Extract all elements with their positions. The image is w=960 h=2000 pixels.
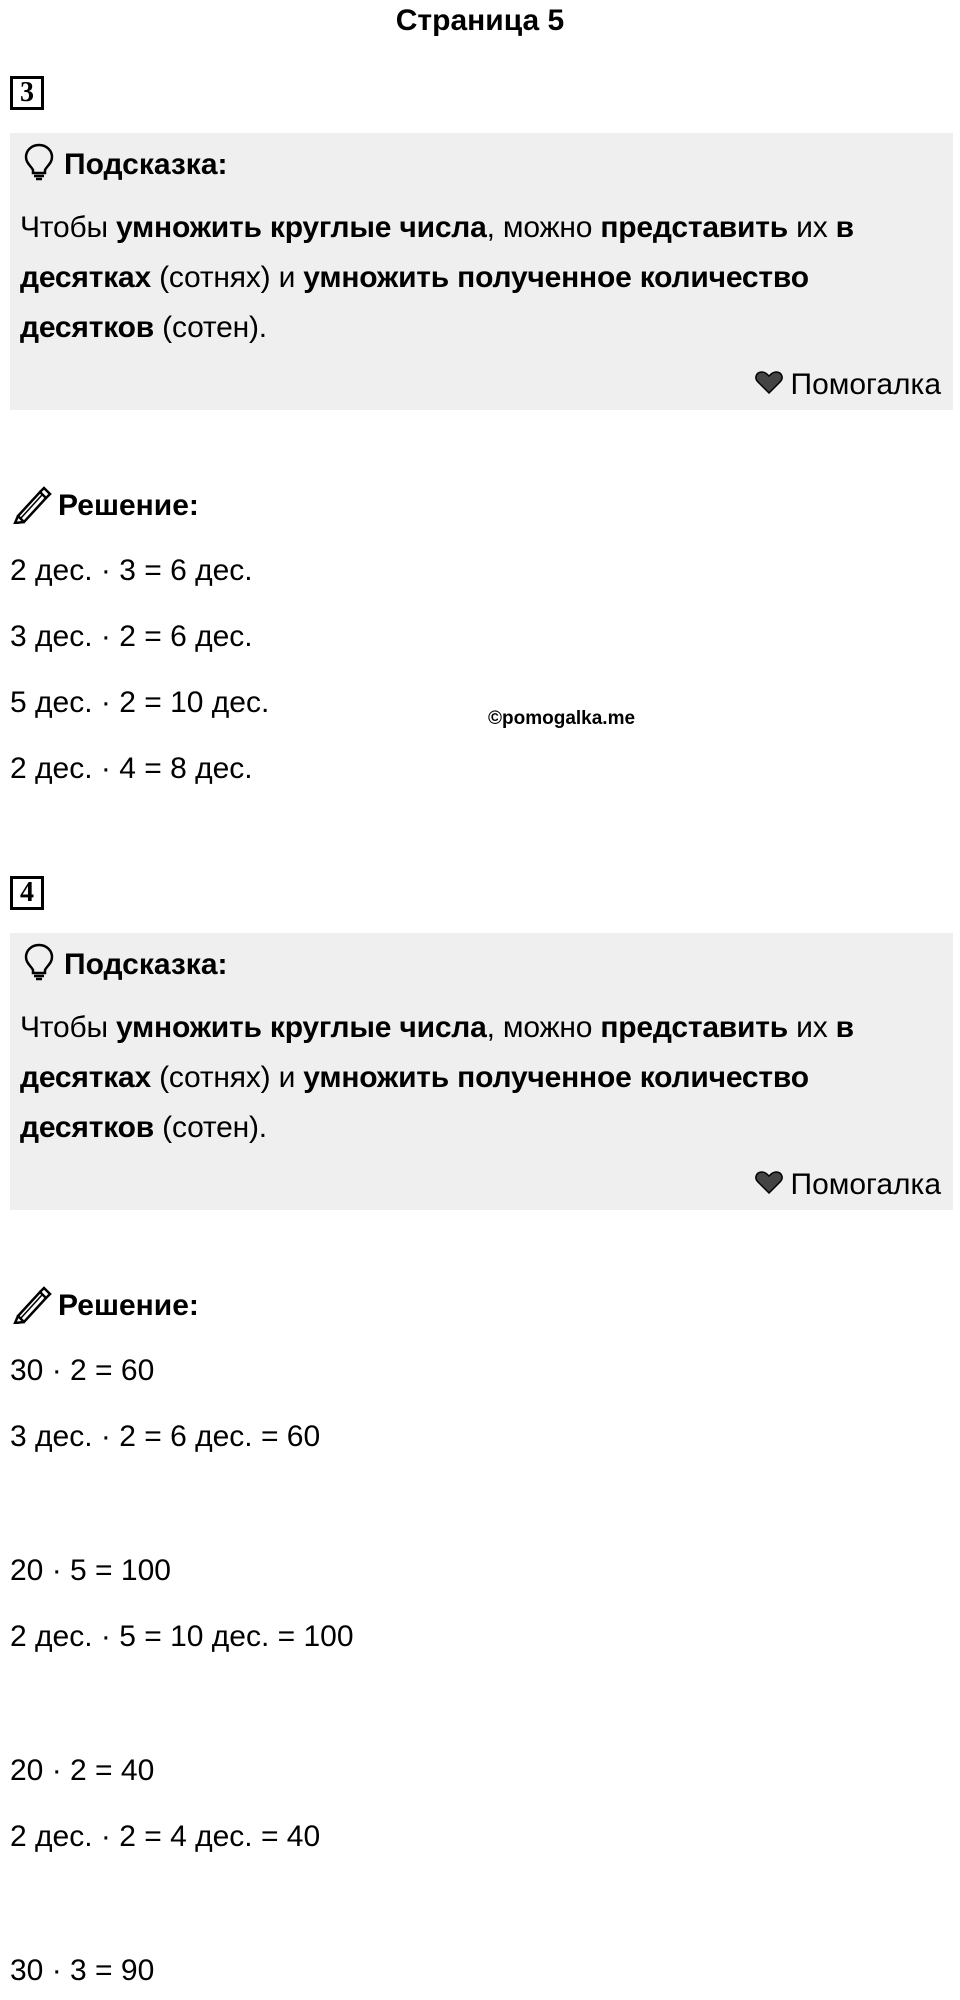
task-number: 4 [10,876,44,910]
hint-box [10,133,953,410]
solution-line: 20 · 5 = 100 [10,1554,171,1587]
hint-text: Чтобы умножить круглые числа, можно представить их в десятках (сотнях) и умножить полученное количество десятков (сотен). [20,1011,854,1144]
heart-icon [755,368,791,402]
task-number: 3 [10,76,44,110]
solution-line: 5 дес. · 2 = 10 дес. [10,686,270,719]
solution-line: 2 дес. · 3 = 6 дес. [10,554,253,587]
solution-line: 30 · 2 = 60 [10,1354,155,1387]
source-label: Помогалка [790,1168,941,1201]
pencil-icon [12,1282,58,1329]
hint-text: Чтобы умножить круглые числа, можно представить их в десятках (сотнях) и умножить полученное количество десятков (сотен). [20,211,854,344]
hint-header [24,143,228,186]
solution-line: 20 · 2 = 40 [10,1754,155,1787]
solution-line: 3 дес. · 2 = 6 дес. [10,620,253,653]
heart-icon [755,1168,791,1202]
hint-title: Подсказка: [64,147,228,181]
page-title: Страница 5 [395,4,565,37]
hint-source [755,1168,942,1202]
hint-header [24,943,228,986]
solution-line: 30 · 3 = 90 [10,1954,155,1987]
watermark: ©pomogalka.me [488,708,636,729]
solution-title: Решение: [58,488,199,522]
hint-title: Подсказка: [64,947,228,981]
lightbulb-icon [24,143,64,186]
solution-header [12,482,199,529]
solution-line: 2 дес. · 2 = 4 дес. = 40 [10,1820,321,1853]
pencil-icon [12,482,58,529]
source-label: Помогалка [790,368,941,401]
lightbulb-icon [24,943,64,986]
solution-line: 2 дес. · 5 = 10 дес. = 100 [10,1620,354,1653]
solution-header [12,1282,199,1329]
solution-line: 3 дес. · 2 = 6 дес. = 60 [10,1420,321,1453]
hint-source [755,368,942,402]
hint-box [10,933,953,1210]
solution-line: 2 дес. · 4 = 8 дес. [10,752,253,785]
solution-title: Решение: [58,1288,199,1322]
